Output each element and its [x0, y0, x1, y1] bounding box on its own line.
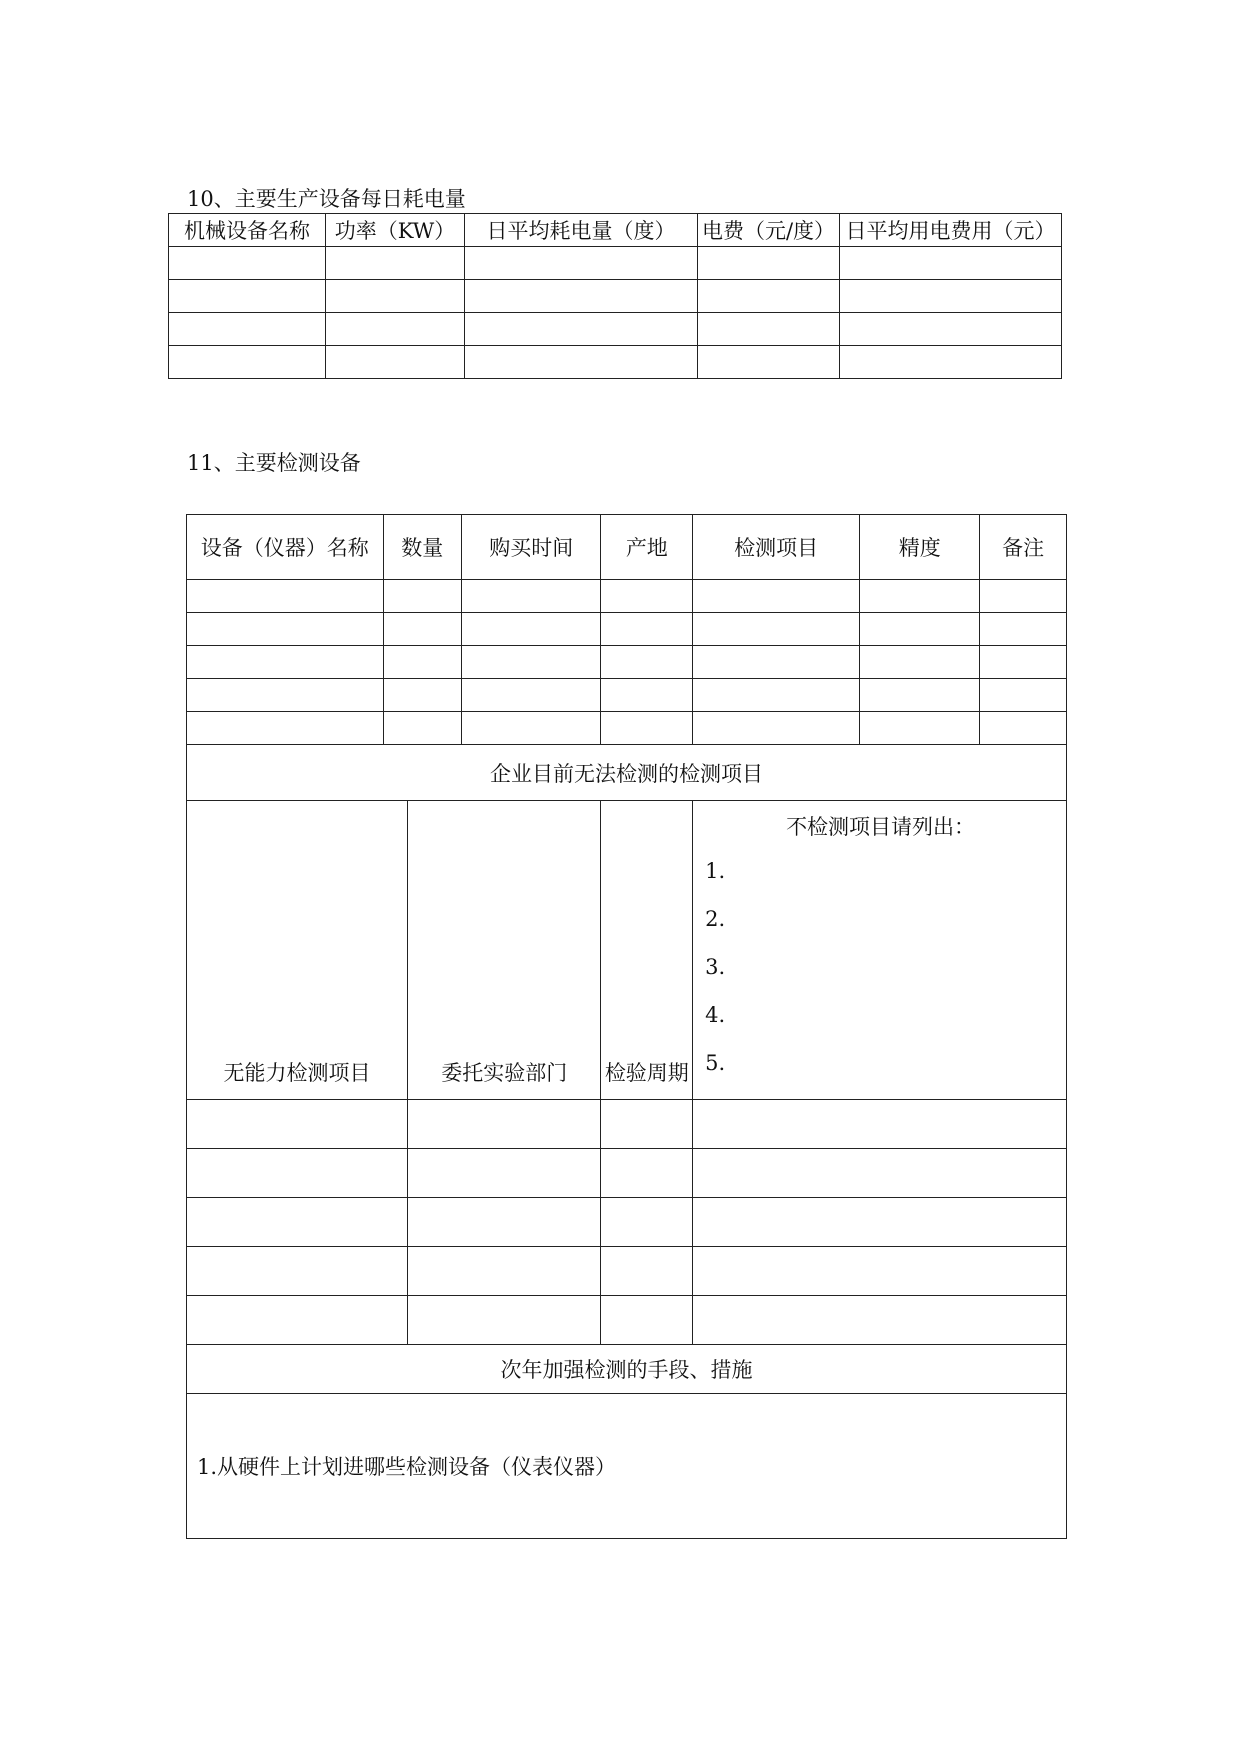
cell — [408, 1149, 601, 1198]
cell — [693, 1198, 1067, 1247]
cell — [693, 613, 860, 646]
cell — [693, 679, 860, 712]
col-daily-cost: 日平均用电费用（元） — [840, 214, 1062, 247]
cell — [383, 679, 461, 712]
table-row — [169, 346, 1062, 379]
cell — [601, 580, 693, 613]
table-row — [187, 712, 1067, 745]
cell — [326, 247, 465, 280]
cell — [693, 580, 860, 613]
cell — [461, 580, 601, 613]
col-equipment-name: 机械设备名称 — [169, 214, 326, 247]
col-instrument-name: 设备（仪器）名称 — [187, 515, 384, 580]
col-daily-consumption: 日平均耗电量（度） — [465, 214, 698, 247]
untested-items-list — [693, 801, 1067, 1100]
section-band-row — [187, 745, 1067, 801]
power-consumption-table — [168, 213, 1062, 379]
cell — [465, 247, 698, 280]
col-power: 功率（KW） — [326, 214, 465, 247]
section-11-heading: 11、主要检测设备 — [187, 451, 361, 475]
cell — [601, 613, 693, 646]
inspection-equipment-table — [186, 514, 1067, 1539]
cell — [860, 712, 980, 745]
cell — [980, 646, 1067, 679]
cell — [601, 1100, 693, 1149]
list-item: 3. — [705, 955, 726, 979]
cell — [461, 712, 601, 745]
cell — [980, 580, 1067, 613]
cell — [980, 613, 1067, 646]
cell — [169, 280, 326, 313]
cell — [187, 712, 384, 745]
cell — [187, 613, 384, 646]
table-row — [187, 1247, 1067, 1296]
cell — [187, 1198, 408, 1247]
cell — [408, 1296, 601, 1345]
cell — [169, 313, 326, 346]
list-item: 1. — [705, 859, 726, 883]
cell — [860, 679, 980, 712]
cell — [698, 313, 840, 346]
list-item: 2. — [705, 907, 726, 931]
cell — [187, 580, 384, 613]
measures-title: 次年加强检测的手段、措施 — [187, 1345, 1067, 1394]
cell — [465, 313, 698, 346]
cell — [698, 280, 840, 313]
cell — [461, 679, 601, 712]
cell — [187, 679, 384, 712]
cell — [187, 1247, 408, 1296]
cell — [860, 646, 980, 679]
cell — [693, 712, 860, 745]
table-row — [187, 646, 1067, 679]
cell — [693, 1100, 1067, 1149]
table-row — [187, 1100, 1067, 1149]
list-item: 5. — [705, 1051, 726, 1075]
cell — [408, 1247, 601, 1296]
cell — [840, 313, 1062, 346]
cell — [601, 712, 693, 745]
list-item: 4. — [705, 1003, 726, 1027]
col-quantity: 数量 — [383, 515, 461, 580]
cell — [326, 313, 465, 346]
cell — [408, 1100, 601, 1149]
cell — [465, 280, 698, 313]
cell — [840, 247, 1062, 280]
untestable-header-row — [187, 801, 1067, 1100]
cell — [980, 712, 1067, 745]
col-remarks: 备注 — [980, 515, 1067, 580]
col-commissioned-lab: 委托实验部门 — [408, 801, 601, 1100]
cell — [840, 280, 1062, 313]
cell — [601, 1247, 693, 1296]
cell — [698, 247, 840, 280]
cell — [169, 247, 326, 280]
cell — [601, 679, 693, 712]
cell — [860, 580, 980, 613]
cell — [383, 613, 461, 646]
table-row — [169, 280, 1062, 313]
cell — [693, 646, 860, 679]
cell — [326, 280, 465, 313]
cell — [383, 712, 461, 745]
cell — [840, 346, 1062, 379]
col-inspection-cycle: 检验周期 — [601, 801, 693, 1100]
cell — [693, 1247, 1067, 1296]
cell — [693, 1149, 1067, 1198]
col-electricity-rate: 电费（元/度） — [698, 214, 840, 247]
col-unable-items: 无能力检测项目 — [187, 801, 408, 1100]
cell — [187, 1296, 408, 1345]
table-row — [187, 613, 1067, 646]
measures-text: 1.从硬件上计划进哪些检测设备（仪表仪器） — [187, 1394, 1067, 1539]
cell — [326, 346, 465, 379]
cell — [693, 1296, 1067, 1345]
cell — [601, 1296, 693, 1345]
cell — [383, 646, 461, 679]
col-test-item: 检测项目 — [693, 515, 860, 580]
cell — [408, 1198, 601, 1247]
cell — [169, 346, 326, 379]
section-band-row — [187, 1345, 1067, 1394]
section-10-heading: 10、主要生产设备每日耗电量 — [187, 187, 466, 211]
cell — [465, 346, 698, 379]
cell — [187, 1100, 408, 1149]
cell — [980, 679, 1067, 712]
table-header-row — [187, 515, 1067, 580]
cell — [461, 613, 601, 646]
cell — [601, 1149, 693, 1198]
col-origin: 产地 — [601, 515, 693, 580]
table-row — [187, 580, 1067, 613]
list-title: 不检测项目请列出： — [786, 815, 976, 839]
col-precision: 精度 — [860, 515, 980, 580]
table-row — [169, 313, 1062, 346]
cell — [860, 613, 980, 646]
untestable-items-title: 企业目前无法检测的检测项目 — [187, 745, 1067, 801]
cell — [383, 580, 461, 613]
table-row — [187, 1149, 1067, 1198]
cell — [187, 1149, 408, 1198]
table-row — [187, 1296, 1067, 1345]
cell — [601, 646, 693, 679]
cell — [187, 646, 384, 679]
cell — [461, 646, 601, 679]
table-row — [187, 679, 1067, 712]
measures-content-row — [187, 1394, 1067, 1539]
col-purchase-time: 购买时间 — [461, 515, 601, 580]
table-row — [169, 247, 1062, 280]
cell — [601, 1198, 693, 1247]
table-row — [187, 1198, 1067, 1247]
table-header-row — [169, 214, 1062, 247]
cell — [698, 346, 840, 379]
